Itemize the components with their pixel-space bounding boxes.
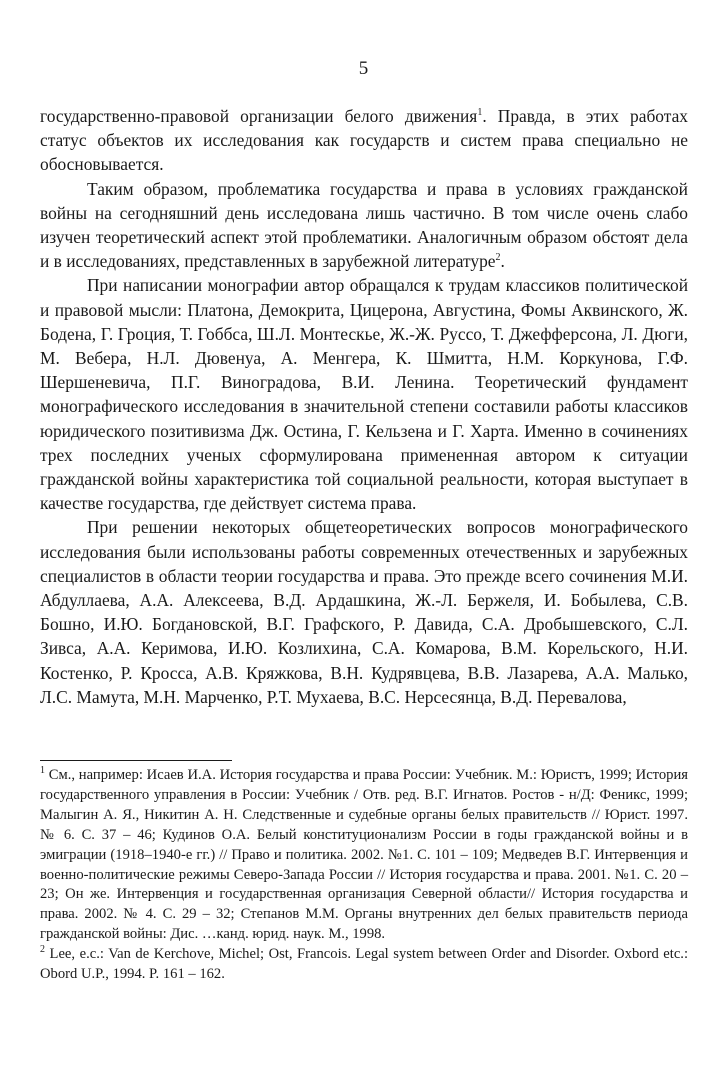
paragraph: При написании монографии автор обращался к трудам классиков политической и правовой мысли: Платона, Демокрита, Цицерона, Августина, Фомы Аквинского, Ж. Бодена, Г. Гроция, Т. Гоббса, Ш.Л. Монтескье, Ж.-Ж. Руссо, Т. Джефферсона, Л. Дюги, М. Вебера, Н.Л. Дювенуа, А. Менгера, К. Шмитта, Н.М. Коркунова, Г.Ф. Шершеневича, П.Г. Виноградова, В.И. Ленина. Теоретический фундамент монографического исследования в значительной степени составили работы классиков юридического позитивизма Дж. Остина, Г. Кельзена и Г. Харта. Именно в сочинениях трех последних ученых сформулирована примененная автором к ситуации гражданской войны характеристика той социальной реальности, которая выступает в качестве государства, где действует система права. [40,275,688,514]
footnote-reference-2: 2 [495,252,501,264]
page-number: 5 [358,58,369,79]
footnote-reference-1: 1 [477,107,483,119]
paragraph-text: . [500,251,505,272]
paragraph-text: Таким образом, проблематика государства и права в условиях гражданской войны на сегодняшний день исследована лишь частично. В том числе очень слабо изучен теоретический аспект этой проблематики. Аналогичным образом обстоят дела и в исследованиях, представленных в зарубежной литературе [40,178,688,272]
footnote-separator [40,760,232,761]
footnote-text: Lee, e.c.: Van de Kerchove, Michel; Ost, Francois. Legal system between Order and Disorder. Oxbord etc.: Obord U.P., 1994. P. 161 – 162. [40,946,688,983]
footnote-1 [40,766,688,945]
paragraph-text: . Правда, в этих работах статус объектов их исследования как государств и систем права специально не обосновывается. [40,106,688,175]
paragraph-continuation [40,104,688,177]
main-text [40,104,688,709]
paragraph: При решении некоторых общетеоретических вопросов монографического исследования были использованы работы современных отечественных и зарубежных специалистов в области теории государства и права. Это прежде всего сочинения М.И. Абдуллаева, А.А. Алексеева, В.Д. Ардашкина, Ж.-Л. Бержеля, И. Бобылева, С.В. Бошно, И.Ю. Богдановской, В.Г. Графского, Р. Давида, С.А. Дробышевского, С.Л. Зивса, А.А. Керимова, И.Ю. Козлихина, С.А. Комарова, В.М. Корельского, Н.И. Костенко, Р. Кросса, А.В. Кряжкова, В.Н. Кудрявцева, В.В. Лазарева, А.А. Малько, Л.С. Мамута, М.Н. Марченко, Р.Т. Мухаева, В.С. Нерсесянца, В.Д. Перевалова, [40,517,688,707]
paragraph-text: государственно-правовой организации белого движения [40,106,478,126]
footnotes [40,766,688,985]
footnote-mark: 1 [40,765,45,777]
footnote-2 [40,945,688,985]
paragraph [40,177,688,274]
footnote-mark: 2 [40,944,45,956]
footnote-text: См., например: Исаев И.А. История государства и права России: Учебник. М.: Юристъ, 1999; История государственного управления в России: Учебник / Отв. ред. В.Г. Игнатов. Ростов - н/Д: Феникс, 1999; Малыгин А. Я., Никитин А. Н. Следственные и судебные органы белых правительств // Юрист. 1997. № 6. С. 37 – 46; Кудинов О.А. Белый конституционализм России в годы гражданской войны и в эмиграции (1918–1940-е гг.) // Право и политика. 2002. №1. С. 101 – 109; Медведев В.Г. Интервенция и военно-политические режимы Северо-Запада России // История государства и права. 2001. №1. С. 20 – 23; Он же. Интервенция и государственная организация Северной области// История государства и права. 2002. № 4. С. 29 – 32; Степанов М.М. Органы внутренних дел белых правительств периода гражданской войны: Дис. …канд. юрид. наук. М., 1998. [40,767,688,943]
